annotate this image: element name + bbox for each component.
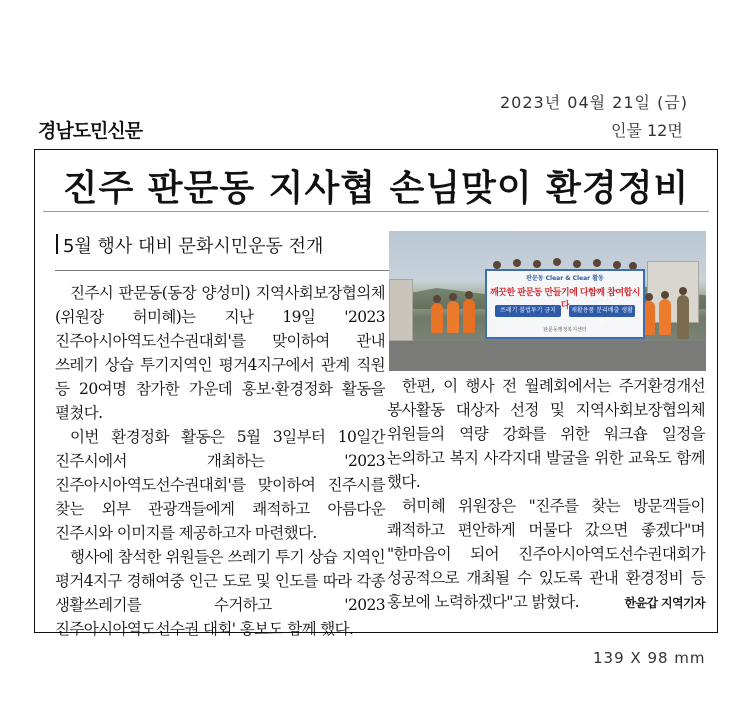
person [431,303,443,333]
person [463,299,475,333]
article-photo [389,231,706,371]
paragraph: 진주시 판문동(동장 양성미) 지역사회보장협의체(위원장 허미혜)는 지난 19일 '2023 진주아시아역도선수권대회'를 맞이하여 관내 쓰레기 상습 투기지역인 평거4지구에서 관계 직원 등 20여명 참가한 가운데 홍보·환경정화 활동을 펼쳤다. [55,284,385,422]
article-right-column [387,374,705,615]
paragraph: 이번 환경정화 활동은 5월 3일부터 10일간 진주시에서 개최하는 '2023 진주아시아역도선수권대회'를 맞이하여 진주시를 찾는 외부 관광객들에게 쾌적하고 아름다운 진주시와 이미지를 제공하고자 마련했다. [55,428,385,542]
person-head [613,261,621,269]
headline-divider [43,211,709,212]
subhead-divider [55,270,390,271]
person-head [513,259,521,267]
person-head [493,261,501,269]
person-head [661,291,669,299]
subheadline: 5월 행사 대비 문화시민운동 전개 [63,236,324,257]
person [447,301,459,333]
person-head [465,291,473,299]
person-head [449,293,457,301]
person-head [573,260,581,268]
person-head [593,259,601,267]
campaign-banner [485,269,645,339]
article-left-column [55,281,385,641]
banner-slogan: 깨끗한 판문동 만들기에 다함께 참여합시다 [490,288,640,311]
newspaper-logo: 경남도민신문 [38,120,143,142]
banner-box-right: 재활용품 분리배출 생활화 [569,305,635,317]
person-head [433,295,441,303]
person [659,299,671,335]
person-head [679,287,687,295]
banner-footer: 판문동행정복지센터 [543,327,587,333]
publication-date: 2023년 04월 21일 (금) [500,93,689,112]
paragraph: 한편, 이 행사 전 월례회에서는 주거환경개선 봉사활동 대상자 선정 및 지역사회보장협의체 위원들의 역량 강화를 위한 워크숍 일정을 논의하고 복지 사각지대 발굴을 위한 교육도 함께 했다. [387,377,705,491]
paragraph: 행사에 참석한 위원들은 쓰레기 투기 상습 지역인 평거4지구 경해여중 인근 도로 및 인도를 따라 각종 생활쓰레기를 수거하고 '2023 진주아시아역도선수권 대회' 홍보도 함께 했다. [55,548,385,638]
paragraph-text: 허미혜 위원장은 "진주를 찾는 방문객들이 쾌적하고 편안하게 머물다 갔으면 좋겠다"며 "한마음이 되어 진주아시아역도선수권대회가 성공적으로 개최될 수 있도록 관내 환경정비 등 홍보에 노력하겠다"고 밝혔다. [387,497,705,611]
person-head [553,258,561,266]
banner-title: 판문동 Clear & Clear 활동 [526,275,604,282]
person [677,295,689,339]
person-head [645,293,653,301]
person-head [533,260,541,268]
article-clipping [34,149,718,638]
photo-building [389,279,413,341]
byline: 한윤갑 지역기자 [624,596,705,610]
paragraph [387,494,705,614]
clipping-dimensions: 139 X 98 mm [593,649,706,667]
headline: 진주 판문동 지사협 손님맞이 환경정비 [62,167,690,209]
page-section: 인물 12면 [611,121,683,140]
subhead-bar [56,234,58,254]
banner-box-left: 쓰레기 불법투기 금지 [495,305,561,317]
photo-road [389,341,706,371]
